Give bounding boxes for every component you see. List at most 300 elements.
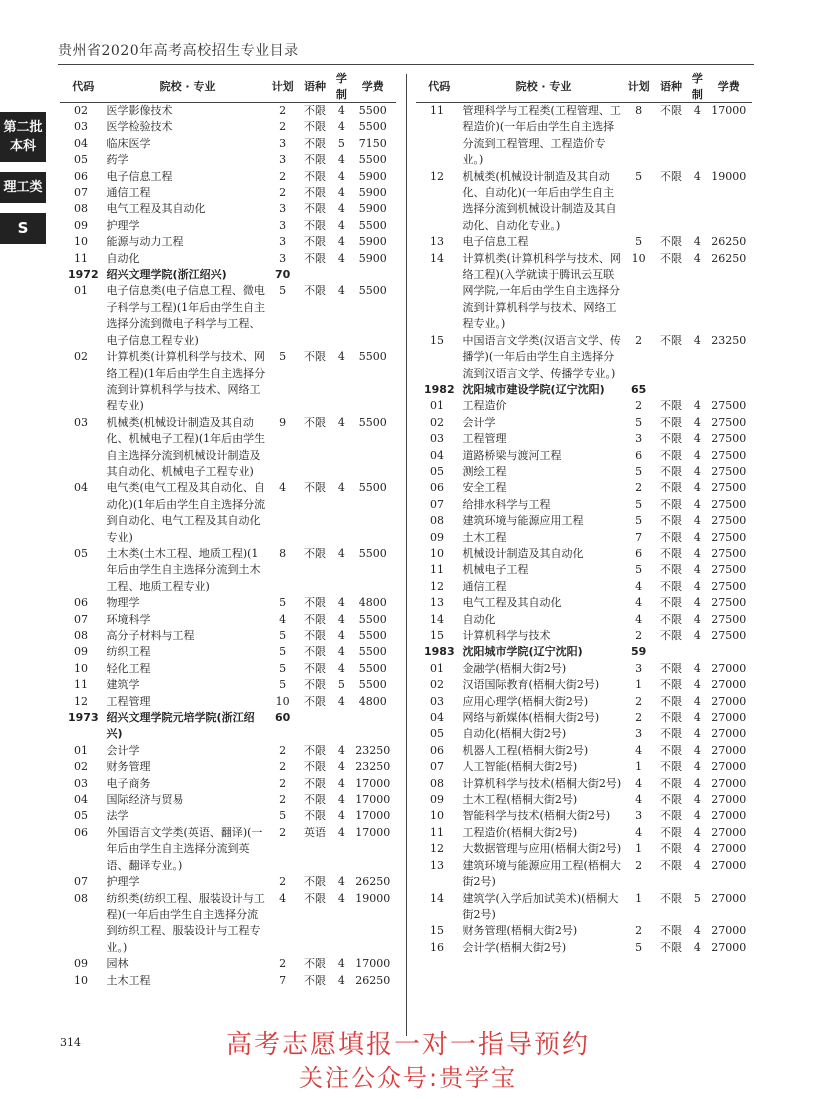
col-years-header: 学制 bbox=[333, 70, 349, 103]
row-years: 4 bbox=[693, 793, 701, 807]
row-lang: 不限 bbox=[660, 596, 682, 610]
row-name: 大数据管理与应用(梧桐大街2号) bbox=[462, 842, 622, 856]
row-lang: 不限 bbox=[304, 776, 326, 790]
row-name: 中国语言文学类(汉语言文学、传播学)(一年后由学生自主选择分流到汉语言文学、传播学专业。) bbox=[462, 333, 621, 380]
row-plan: 3 bbox=[635, 432, 643, 446]
row-years: 4 bbox=[337, 202, 345, 216]
row-fee: 27500 bbox=[711, 399, 747, 413]
row-lang: 不限 bbox=[304, 546, 326, 560]
row-lang: 不限 bbox=[304, 415, 326, 429]
table-row bbox=[416, 694, 752, 710]
row-name: 护理学 bbox=[106, 875, 140, 889]
row-fee: 5500 bbox=[358, 350, 387, 364]
row-lang: 不限 bbox=[660, 776, 682, 790]
col-fee-header: 学费 bbox=[705, 70, 752, 103]
row-years: 4 bbox=[693, 333, 701, 347]
row-fee: 27500 bbox=[711, 448, 747, 462]
table-row bbox=[416, 333, 752, 382]
row-lang: 不限 bbox=[304, 481, 326, 495]
table-row bbox=[416, 169, 752, 235]
row-fee: 5900 bbox=[358, 251, 387, 265]
row-code: 05 bbox=[74, 809, 88, 823]
row-name: 环境科学 bbox=[106, 612, 151, 626]
row-fee: 27500 bbox=[711, 481, 747, 495]
row-name: 医学检验技术 bbox=[106, 120, 173, 134]
row-plan: 59 bbox=[630, 645, 647, 659]
row-fee: 17000 bbox=[711, 104, 747, 117]
row-years: 4 bbox=[693, 694, 701, 708]
row-plan: 9 bbox=[279, 415, 287, 429]
row-plan: 2 bbox=[279, 104, 287, 117]
row-name: 电子信息工程 bbox=[106, 169, 173, 183]
row-name: 自动化(梧桐大街2号) bbox=[462, 727, 567, 741]
page-header bbox=[58, 40, 299, 60]
row-code: 03 bbox=[430, 432, 444, 446]
row-fee: 5500 bbox=[358, 284, 387, 298]
row-years: 4 bbox=[337, 760, 345, 774]
row-code: 06 bbox=[430, 481, 444, 495]
row-plan: 6 bbox=[635, 448, 643, 462]
row-code: 14 bbox=[430, 612, 444, 626]
row-name: 会计学 bbox=[462, 415, 496, 429]
row-fee: 5500 bbox=[358, 153, 387, 167]
row-code: 1982 bbox=[424, 382, 455, 396]
row-code: 03 bbox=[74, 120, 88, 134]
row-plan: 3 bbox=[635, 727, 643, 741]
row-plan: 1 bbox=[635, 678, 643, 692]
row-code: 10 bbox=[430, 546, 444, 560]
row-code: 04 bbox=[74, 793, 88, 807]
row-name: 财务管理(梧桐大街2号) bbox=[462, 924, 578, 938]
row-plan: 5 bbox=[279, 284, 287, 298]
row-lang: 不限 bbox=[304, 202, 326, 216]
row-name: 机器人工程(梧桐大街2号) bbox=[462, 743, 589, 757]
row-fee: 19000 bbox=[355, 891, 391, 905]
table-row bbox=[416, 431, 752, 447]
table-row bbox=[60, 185, 396, 201]
table-row bbox=[416, 841, 752, 857]
row-lang: 不限 bbox=[660, 546, 682, 560]
row-code: 09 bbox=[74, 645, 88, 659]
row-years: 4 bbox=[337, 251, 345, 265]
row-fee: 4800 bbox=[358, 596, 387, 610]
row-fee: 5500 bbox=[358, 218, 387, 232]
table-row bbox=[416, 234, 752, 250]
col-name-header: 院校 · 专业 bbox=[463, 70, 625, 103]
right-table-header bbox=[416, 70, 752, 103]
row-fee: 27500 bbox=[711, 546, 747, 560]
watermark-line-2: 关注公众号:贵学宝 bbox=[298, 1064, 518, 1092]
table-row bbox=[60, 103, 396, 120]
row-fee: 27000 bbox=[711, 678, 747, 692]
table-row bbox=[416, 103, 752, 169]
row-name: 建筑学 bbox=[106, 678, 140, 692]
row-fee: 27000 bbox=[711, 661, 747, 675]
row-fee: 19000 bbox=[711, 169, 747, 183]
row-fee: 5500 bbox=[358, 415, 387, 429]
row-name: 通信工程 bbox=[462, 579, 507, 593]
row-code: 02 bbox=[430, 678, 444, 692]
header-title: 贵州省2020年高考高校招生专业目录 bbox=[58, 43, 299, 59]
row-code: 03 bbox=[74, 415, 88, 429]
row-code: 12 bbox=[430, 579, 444, 593]
row-plan: 5 bbox=[279, 596, 287, 610]
row-lang: 不限 bbox=[660, 743, 682, 757]
row-lang: 不限 bbox=[660, 727, 682, 741]
institution-row bbox=[416, 644, 752, 660]
row-name: 自动化 bbox=[462, 612, 496, 626]
row-years: 4 bbox=[693, 612, 701, 626]
row-name: 机械电子工程 bbox=[462, 563, 529, 577]
table-row bbox=[416, 415, 752, 431]
row-fee: 26250 bbox=[711, 235, 747, 249]
row-name: 计算机科学与技术 bbox=[462, 629, 551, 642]
row-fee: 5500 bbox=[358, 104, 387, 117]
row-years: 4 bbox=[693, 563, 701, 577]
row-name: 药学 bbox=[106, 153, 129, 167]
row-years: 4 bbox=[693, 104, 701, 117]
row-years: 4 bbox=[693, 481, 701, 495]
row-code: 12 bbox=[430, 842, 444, 856]
row-years: 4 bbox=[693, 235, 701, 249]
row-years: 5 bbox=[693, 891, 701, 905]
row-code: 12 bbox=[430, 169, 444, 183]
table-row bbox=[416, 448, 752, 464]
row-lang: 不限 bbox=[660, 235, 682, 249]
row-lang: 不限 bbox=[304, 661, 326, 675]
row-plan: 2 bbox=[279, 760, 287, 774]
row-lang: 不限 bbox=[304, 218, 326, 232]
row-name: 临床医学 bbox=[106, 136, 151, 150]
row-fee: 27500 bbox=[711, 514, 747, 528]
row-years: 4 bbox=[693, 842, 701, 856]
row-lang: 不限 bbox=[660, 579, 682, 593]
row-plan: 60 bbox=[274, 711, 291, 725]
row-years: 4 bbox=[693, 711, 701, 725]
row-code: 10 bbox=[74, 235, 88, 249]
row-years: 4 bbox=[337, 645, 345, 659]
table-row bbox=[416, 464, 752, 480]
row-name: 工程管理 bbox=[462, 432, 507, 446]
row-years: 4 bbox=[337, 284, 345, 298]
row-code: 06 bbox=[430, 743, 444, 757]
row-name: 机械类(机械设计制造及其自动化、机械电子工程)(1年后由学生自主选择分流到机械设计制造及其自动化、机械电子工程专业) bbox=[106, 415, 266, 478]
row-years: 4 bbox=[693, 678, 701, 692]
row-years bbox=[689, 382, 705, 398]
col-code-header: 代码 bbox=[416, 70, 463, 103]
row-plan: 3 bbox=[279, 218, 287, 232]
row-lang: 不限 bbox=[660, 563, 682, 577]
row-code: 08 bbox=[430, 514, 444, 528]
left-column bbox=[60, 70, 396, 989]
row-plan: 4 bbox=[279, 612, 287, 626]
row-name: 自动化 bbox=[106, 251, 140, 265]
row-code: 11 bbox=[430, 104, 444, 117]
table-row bbox=[60, 973, 396, 989]
table-row bbox=[60, 743, 396, 759]
row-code: 08 bbox=[74, 891, 88, 905]
row-years: 4 bbox=[693, 661, 701, 675]
table-row bbox=[416, 579, 752, 595]
row-lang: 不限 bbox=[304, 875, 326, 889]
row-lang: 不限 bbox=[660, 711, 682, 725]
row-years: 4 bbox=[693, 546, 701, 560]
row-fee: 27000 bbox=[711, 858, 747, 872]
table-row bbox=[60, 119, 396, 135]
table-row bbox=[416, 891, 752, 924]
right-catalog-table bbox=[416, 70, 752, 956]
row-plan: 2 bbox=[635, 858, 643, 872]
row-years: 5 bbox=[337, 678, 345, 692]
row-years: 4 bbox=[337, 612, 345, 626]
row-code: 05 bbox=[74, 153, 88, 167]
row-code: 05 bbox=[430, 464, 444, 478]
row-plan: 2 bbox=[279, 825, 287, 839]
row-plan: 5 bbox=[279, 678, 287, 692]
row-code: 03 bbox=[74, 776, 88, 790]
row-years: 4 bbox=[337, 350, 345, 364]
row-code: 06 bbox=[74, 825, 88, 839]
row-code: 01 bbox=[430, 399, 444, 413]
row-code: 10 bbox=[74, 973, 88, 987]
col-plan-header: 计划 bbox=[624, 70, 652, 103]
row-name: 计算机类(计算机科学与技术、网络工程)(1年后由学生自主选择分流到计算机科学与技术、网络工程专业) bbox=[106, 350, 266, 413]
col-lang-header: 语种 bbox=[653, 70, 689, 103]
row-fee: 17000 bbox=[355, 957, 391, 971]
row-code: 01 bbox=[430, 661, 444, 675]
row-code: 01 bbox=[74, 284, 88, 298]
table-row bbox=[416, 398, 752, 414]
row-fee: 5900 bbox=[358, 169, 387, 183]
row-plan: 2 bbox=[635, 629, 643, 642]
row-lang: 不限 bbox=[304, 284, 326, 298]
row-lang: 不限 bbox=[304, 136, 326, 150]
row-plan: 2 bbox=[279, 169, 287, 183]
row-code: 09 bbox=[430, 793, 444, 807]
table-row bbox=[60, 891, 396, 957]
row-plan: 4 bbox=[635, 793, 643, 807]
row-years: 4 bbox=[337, 825, 345, 839]
row-years: 4 bbox=[337, 186, 345, 200]
table-row bbox=[60, 152, 396, 168]
row-plan: 7 bbox=[635, 530, 643, 544]
row-code: 08 bbox=[74, 202, 88, 216]
row-years: 4 bbox=[337, 120, 345, 134]
row-lang: 不限 bbox=[660, 809, 682, 823]
row-years: 4 bbox=[337, 218, 345, 232]
row-fee: 17000 bbox=[355, 825, 391, 839]
row-years: 4 bbox=[693, 497, 701, 511]
row-code: 1972 bbox=[68, 268, 99, 282]
table-row bbox=[60, 661, 396, 677]
row-code: 04 bbox=[74, 136, 88, 150]
row-name: 测绘工程 bbox=[462, 464, 507, 478]
table-row bbox=[416, 513, 752, 529]
row-fee: 23250 bbox=[355, 743, 391, 757]
row-years: 4 bbox=[337, 153, 345, 167]
row-lang: 不限 bbox=[660, 940, 682, 954]
row-plan: 4 bbox=[635, 596, 643, 610]
row-lang: 不限 bbox=[660, 464, 682, 478]
row-name: 外国语言文学类(英语、翻译)(一年后由学生自主选择分流到英语、翻译专业。) bbox=[106, 825, 263, 872]
row-years bbox=[333, 710, 349, 743]
row-code: 13 bbox=[430, 596, 444, 610]
row-fee: 17000 bbox=[355, 809, 391, 823]
row-code: 04 bbox=[74, 481, 88, 495]
row-name: 机械类(机械设计制造及其自动化、自动化)(一年后由学生自主选择分流到机械设计制造及其自动化、自动化专业。) bbox=[462, 169, 617, 232]
row-plan: 2 bbox=[279, 743, 287, 757]
row-fee: 27500 bbox=[711, 629, 747, 642]
row-code: 14 bbox=[430, 251, 444, 265]
row-lang: 不限 bbox=[660, 924, 682, 938]
row-plan: 4 bbox=[635, 825, 643, 839]
row-years: 4 bbox=[337, 743, 345, 757]
row-years: 4 bbox=[337, 891, 345, 905]
row-years: 4 bbox=[693, 514, 701, 528]
row-lang: 不限 bbox=[660, 612, 682, 626]
row-name: 计算机科学与技术(梧桐大街2号) bbox=[462, 776, 622, 790]
row-fee: 5500 bbox=[358, 629, 387, 642]
table-row bbox=[416, 940, 752, 956]
row-years: 4 bbox=[337, 973, 345, 987]
row-plan: 5 bbox=[635, 940, 643, 954]
table-row bbox=[416, 530, 752, 546]
row-name: 法学 bbox=[106, 809, 129, 823]
row-name: 纺织类(纺织工程、服装设计与工程)(一年后由学生自主选择分流到纺织工程、服装设计与工程专业。) bbox=[106, 891, 265, 954]
row-code: 06 bbox=[74, 169, 88, 183]
row-name: 纺织工程 bbox=[106, 645, 151, 659]
row-name: 医学影像技术 bbox=[106, 104, 173, 117]
row-plan: 5 bbox=[279, 809, 287, 823]
row-lang: 不限 bbox=[660, 251, 682, 265]
row-plan: 70 bbox=[274, 268, 291, 282]
row-fee: 27000 bbox=[711, 825, 747, 839]
row-code: 09 bbox=[74, 957, 88, 971]
row-plan: 5 bbox=[279, 661, 287, 675]
row-lang: 不限 bbox=[660, 661, 682, 675]
row-plan: 3 bbox=[279, 136, 287, 150]
left-catalog-table bbox=[60, 70, 396, 989]
row-name: 建筑学(入学后加试美术)(梧桐大街2号) bbox=[462, 891, 619, 921]
table-row bbox=[416, 776, 752, 792]
row-fee: 5900 bbox=[358, 186, 387, 200]
table-row bbox=[416, 480, 752, 496]
row-name: 建筑环境与能源应用工程 bbox=[462, 514, 584, 528]
row-name: 轻化工程 bbox=[106, 661, 151, 675]
row-name: 沈阳城市建设学院(辽宁沈阳) bbox=[462, 382, 605, 396]
row-fee: 27000 bbox=[711, 711, 747, 725]
watermark-line-1: 高考志愿填报一对一指导预约 bbox=[225, 1030, 590, 1060]
row-years: 4 bbox=[337, 546, 345, 560]
row-fee: 27000 bbox=[711, 809, 747, 823]
row-name: 工程管理 bbox=[106, 694, 151, 708]
row-lang: 不限 bbox=[304, 153, 326, 167]
row-plan: 5 bbox=[279, 645, 287, 659]
column-divider bbox=[406, 74, 407, 1036]
row-years: 4 bbox=[693, 629, 701, 642]
row-lang: 不限 bbox=[660, 760, 682, 774]
table-row bbox=[416, 759, 752, 775]
row-plan: 2 bbox=[635, 481, 643, 495]
table-row bbox=[60, 677, 396, 693]
row-lang: 不限 bbox=[660, 104, 682, 117]
row-code: 01 bbox=[74, 743, 88, 757]
row-lang: 不限 bbox=[304, 251, 326, 265]
row-fee: 27000 bbox=[711, 760, 747, 774]
row-code: 02 bbox=[430, 415, 444, 429]
row-lang: 不限 bbox=[660, 694, 682, 708]
row-fee: 27500 bbox=[711, 415, 747, 429]
table-row bbox=[416, 612, 752, 628]
row-years: 4 bbox=[337, 235, 345, 249]
row-lang: 英语 bbox=[304, 825, 326, 839]
table-row bbox=[416, 726, 752, 742]
row-lang: 不限 bbox=[660, 891, 682, 905]
table-row bbox=[416, 858, 752, 891]
row-years: 4 bbox=[693, 825, 701, 839]
row-lang bbox=[297, 267, 333, 283]
table-row bbox=[60, 251, 396, 267]
row-lang: 不限 bbox=[304, 169, 326, 183]
row-plan: 4 bbox=[279, 481, 287, 495]
table-row bbox=[60, 415, 396, 481]
row-plan: 1 bbox=[635, 760, 643, 774]
row-code: 07 bbox=[74, 186, 88, 200]
col-years-header: 学制 bbox=[689, 70, 705, 103]
row-name: 电子信息类(电子信息工程、微电子科学与工程)(1年后由学生自主选择分流到微电子科学与工程、电子信息工程专业) bbox=[106, 284, 266, 347]
table-row bbox=[60, 792, 396, 808]
table-row bbox=[60, 628, 396, 644]
row-years: 4 bbox=[693, 760, 701, 774]
row-years: 4 bbox=[693, 464, 701, 478]
row-name: 国际经济与贸易 bbox=[106, 793, 184, 807]
row-name: 土木工程 bbox=[106, 973, 151, 987]
table-row bbox=[60, 612, 396, 628]
row-years: 4 bbox=[693, 530, 701, 544]
row-lang: 不限 bbox=[304, 678, 326, 692]
row-fee: 27500 bbox=[711, 432, 747, 446]
row-plan: 10 bbox=[275, 694, 290, 708]
row-name: 电气工程及其自动化 bbox=[106, 202, 206, 216]
row-lang: 不限 bbox=[304, 645, 326, 659]
row-lang: 不限 bbox=[304, 612, 326, 626]
row-fee: 5500 bbox=[358, 120, 387, 134]
row-fee: 27000 bbox=[711, 891, 747, 905]
row-code: 16 bbox=[430, 940, 444, 954]
row-plan: 10 bbox=[631, 251, 646, 265]
col-plan-header: 计划 bbox=[268, 70, 296, 103]
row-lang: 不限 bbox=[304, 186, 326, 200]
row-years: 4 bbox=[693, 399, 701, 413]
row-name: 电气工程及其自动化 bbox=[462, 596, 562, 610]
table-row bbox=[416, 710, 752, 726]
row-lang: 不限 bbox=[304, 596, 326, 610]
row-fee: 27000 bbox=[711, 743, 747, 757]
row-name: 建筑环境与能源应用工程(梧桐大街2号) bbox=[462, 858, 621, 889]
row-name: 给排水科学与工程 bbox=[462, 497, 551, 511]
table-row bbox=[60, 694, 396, 710]
table-row bbox=[60, 956, 396, 972]
row-fee: 5500 bbox=[358, 546, 387, 560]
row-fee: 27000 bbox=[711, 940, 747, 954]
row-lang: 不限 bbox=[660, 514, 682, 528]
row-years: 4 bbox=[693, 809, 701, 823]
left-table-body bbox=[60, 103, 396, 989]
col-lang-header: 语种 bbox=[297, 70, 333, 103]
row-fee: 27000 bbox=[711, 727, 747, 741]
row-code: 02 bbox=[74, 350, 88, 364]
table-row bbox=[60, 136, 396, 152]
